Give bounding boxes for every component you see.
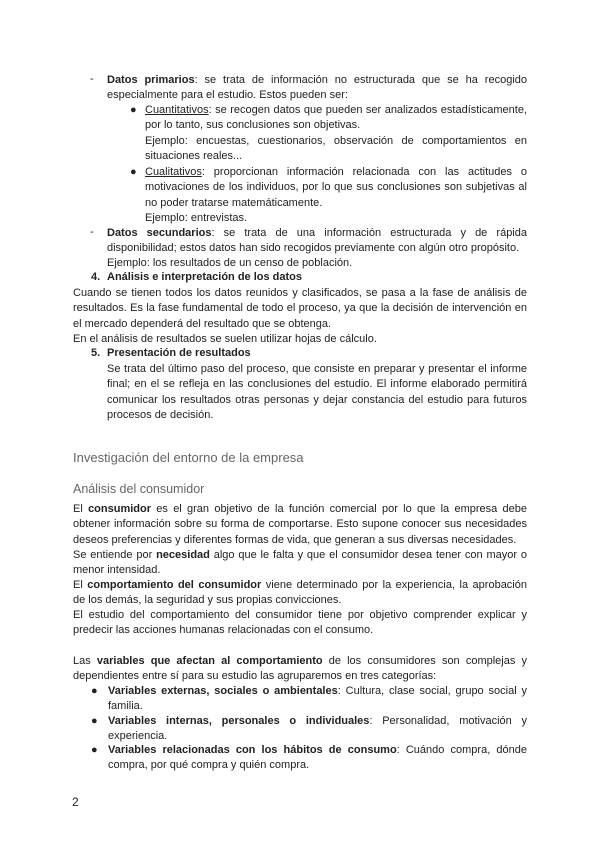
page-number: 2 bbox=[72, 795, 79, 809]
bullet-dot: ● bbox=[91, 715, 98, 727]
section-5-paragraph: Se trata del último paso del proceso, que consiste en preparar y presentar el informe final; en el se refleja en las conclusiones del estudio. El informe elaborado permitirá comunicar los resultados otras personas y dejar constancia del estudio para futuros procesos de decisión. bbox=[107, 363, 527, 421]
term-necesidad: necesidad bbox=[156, 549, 210, 561]
cualitativos-paragraph: Cualitativos: proporcionan información relacionada con las actitudes o motivaciones de los individuos, por lo que sus conclusiones son subjetivas al no poder tratarse matemáticamente. bbox=[145, 166, 527, 209]
bullet-dot: ● bbox=[130, 166, 137, 178]
comportamiento-paragraph: El comportamiento del consumidor viene determinado por la experiencia, la aprobación de los demás, la seguridad y sus propias convicciones. bbox=[73, 579, 527, 607]
necesidad-paragraph: Se entiende por necesidad algo que le falta y que el consumidor desea tener con mayor o menor intensidad. bbox=[73, 549, 527, 577]
section-4-paragraph: Cuando se tienen todos los datos reunidos y clasificados, se pasa a la fase de análisis de resultados. Es la fase fundamental de todo el proceso, ya que la decisión de intervención en el mercado dependerá del resultado que se obtenga. bbox=[73, 287, 527, 330]
heading-investigacion-entorno: Investigación del entorno de la empresa bbox=[73, 450, 304, 465]
consumidor-paragraph: El consumidor es el gran objetivo de la función comercial por lo que la empresa debe obtener información sobre su forma de comportarse. Esto supone conocer sus necesidades deseos preferencias y diferentes formas de vida, que generan a sus diversas necesidades. bbox=[73, 503, 527, 546]
section-5-number: 5. bbox=[91, 347, 101, 359]
term-variables: variables que afectan al comportamiento bbox=[96, 655, 323, 667]
section-4-number: 4. bbox=[91, 271, 101, 283]
variables-item-habitos: Variables relacionadas con los hábitos de consumo: Cuándo compra, dónde compra, por qué compra y quién compra. bbox=[108, 744, 527, 772]
cualitativos-example: Ejemplo: entrevistas. bbox=[145, 212, 248, 224]
dash-bullet: - bbox=[90, 73, 94, 85]
variables-item-externas: Variables externas, sociales o ambientales: Cultura, clase social, grupo social y familia. bbox=[108, 685, 527, 713]
term-consumidor: consumidor bbox=[88, 503, 152, 515]
datos-secundarios-paragraph: Datos secundarios: se trata de una información estructurada y de rápida disponibilidad; estos datos han sido recogidos previamente con algún otro propósito. bbox=[107, 227, 527, 255]
estudio-paragraph: El estudio del comportamiento del consumidor tiene por objetivo comprender explicar y predecir las acciones humanas relacionadas con el consumo. bbox=[73, 609, 527, 637]
datos-primarios-paragraph: Datos primarios: se trata de información no estructurada que se ha recogido especialmente para el estudio. Estos pueden ser: bbox=[107, 74, 527, 102]
bullet-dot: ● bbox=[130, 104, 137, 116]
cuantitativos-example: Ejemplo: encuestas, cuestionarios, observación de comportamientos en situaciones reales... bbox=[145, 135, 527, 163]
variables-intro: Las variables que afectan al comportamiento de los consumidores son complejas y dependientes entre sí para su estudio las agruparemos en tres categorías: bbox=[73, 655, 527, 683]
term-datos-primarios: Datos primarios bbox=[107, 74, 195, 86]
dash-bullet: - bbox=[90, 226, 94, 238]
datos-secundarios-example: Ejemplo: los resultados de un censo de población. bbox=[107, 257, 353, 269]
heading-analisis-consumidor: Análisis del consumidor bbox=[73, 482, 205, 496]
term-datos-secundarios: Datos secundarios bbox=[107, 227, 212, 239]
section-4-title: Análisis e interpretación de los datos bbox=[107, 271, 302, 283]
bullet-dot: ● bbox=[91, 685, 98, 697]
section-5-title: Presentación de resultados bbox=[107, 347, 251, 359]
term-comportamiento: comportamiento del consumidor bbox=[87, 579, 262, 591]
term-cuantitativos: Cuantitativos bbox=[145, 104, 209, 116]
bullet-dot: ● bbox=[91, 744, 98, 756]
section-4-note: En el análisis de resultados se suelen utilizar hojas de cálculo. bbox=[73, 333, 377, 345]
variables-item-internas: Variables internas, personales o individuales: Personalidad, motivación y experiencia. bbox=[108, 715, 527, 743]
term-cualitativos: Cualitativos bbox=[145, 166, 202, 178]
cuantitativos-paragraph: Cuantitativos: se recogen datos que pueden ser analizados estadísticamente, por lo tanto, sus conclusiones son objetivas. bbox=[145, 104, 527, 132]
